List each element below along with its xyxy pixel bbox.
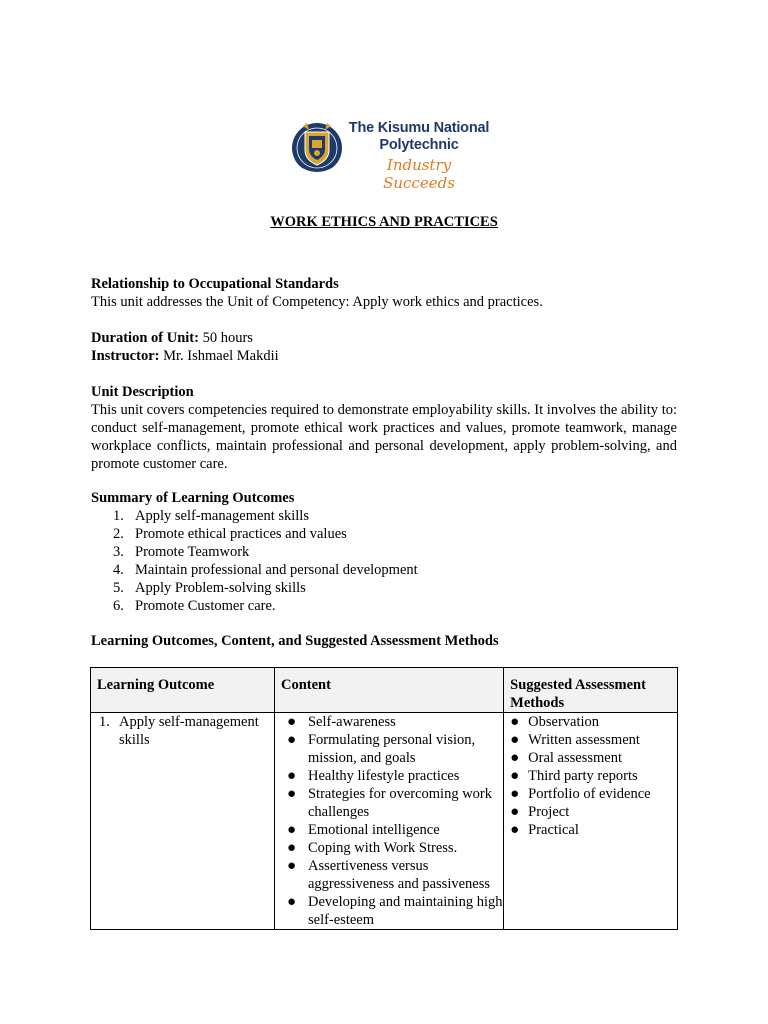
list-item: ● Self-awareness (286, 714, 396, 730)
logo-wordmark (344, 120, 494, 154)
outcome-item: 1. Apply self-management skills (99, 714, 259, 748)
institution-logo (291, 118, 491, 192)
relationship-section (91, 275, 677, 311)
table-row (91, 713, 678, 930)
list-item: ● Project (510, 804, 570, 820)
list-item: ● Portfolio of evidence (510, 786, 651, 802)
header-assessment-methods: Suggested Assessment Methods (504, 668, 678, 713)
logo-name-line2: Polytechnic (379, 137, 459, 153)
logo-tagline: Industry Succeeds (383, 156, 455, 192)
relationship-heading: Relationship to Occupational Standards (91, 276, 339, 292)
list-item: ● Assertiveness versus aggressiveness and passiveness (286, 858, 490, 892)
list-item: ● Written assessment (510, 732, 640, 748)
assessment-cell (504, 713, 678, 930)
list-item: ● Coping with Work Stress. (286, 840, 458, 856)
list-item: 6. Promote Customer care. (113, 598, 276, 614)
duration-label: Duration of Unit: (91, 330, 199, 346)
page-title: WORK ETHICS AND PRACTICES (270, 214, 498, 230)
unit-description-heading: Unit Description (91, 384, 194, 400)
assessment-table (90, 667, 678, 930)
header-content: Content (274, 668, 503, 713)
list-item: ● Third party reports (510, 768, 638, 784)
instructor-label: Instructor: (91, 348, 160, 364)
duration-value: 50 hours (198, 330, 253, 346)
unit-description-section (91, 383, 677, 473)
summary-list (91, 507, 677, 615)
outcome-cell (91, 713, 275, 930)
list-item: ● Healthy lifestyle practices (286, 768, 460, 784)
table-header-row (91, 668, 678, 713)
list-item: ● Practical (510, 822, 579, 838)
relationship-text: This unit addresses the Unit of Competency: Apply work ethics and practices. (91, 294, 543, 310)
header-learning-outcome: Learning Outcome (91, 668, 275, 713)
content-list (275, 713, 503, 929)
list-item: ● Emotional intelligence (286, 822, 440, 838)
list-item: 5. Apply Problem-solving skills (113, 580, 306, 596)
unit-details (91, 329, 677, 365)
list-item: ● Developing and maintaining high self-esteem (286, 894, 503, 928)
unit-description-text: This unit covers competencies required to demonstrate employability skills. It involves the ability to: conduct self-management, promote ethical work practices and values, promote teamwork, manage workplace conflicts, maintain professional and personal development, apply problem-solving, and promote customer care. (91, 402, 677, 472)
summary-heading: Summary of Learning Outcomes (91, 490, 295, 506)
crest-emblem-icon (291, 118, 345, 182)
list-item: 4. Maintain professional and personal development (113, 562, 418, 578)
summary-section (91, 489, 677, 615)
instructor-line (91, 347, 677, 365)
instructor-value: Mr. Ishmael Makdii (159, 348, 279, 364)
logo-name-line1: The Kisumu National (348, 120, 490, 136)
list-item: 1. Apply self-management skills (113, 508, 309, 524)
list-item: ● Observation (510, 714, 600, 730)
list-item: ● Oral assessment (510, 750, 622, 766)
table-heading: Learning Outcomes, Content, and Suggested Assessment Methods (91, 633, 499, 649)
assessment-list (504, 713, 677, 839)
duration-line (91, 329, 677, 347)
list-item: ● Formulating personal vision, mission, and goals (286, 732, 476, 766)
content-cell (274, 713, 503, 930)
list-item: 3. Promote Teamwork (113, 544, 250, 560)
list-item: 2. Promote ethical practices and values (113, 526, 347, 542)
list-item: ● Strategies for overcoming work challenges (286, 786, 493, 820)
